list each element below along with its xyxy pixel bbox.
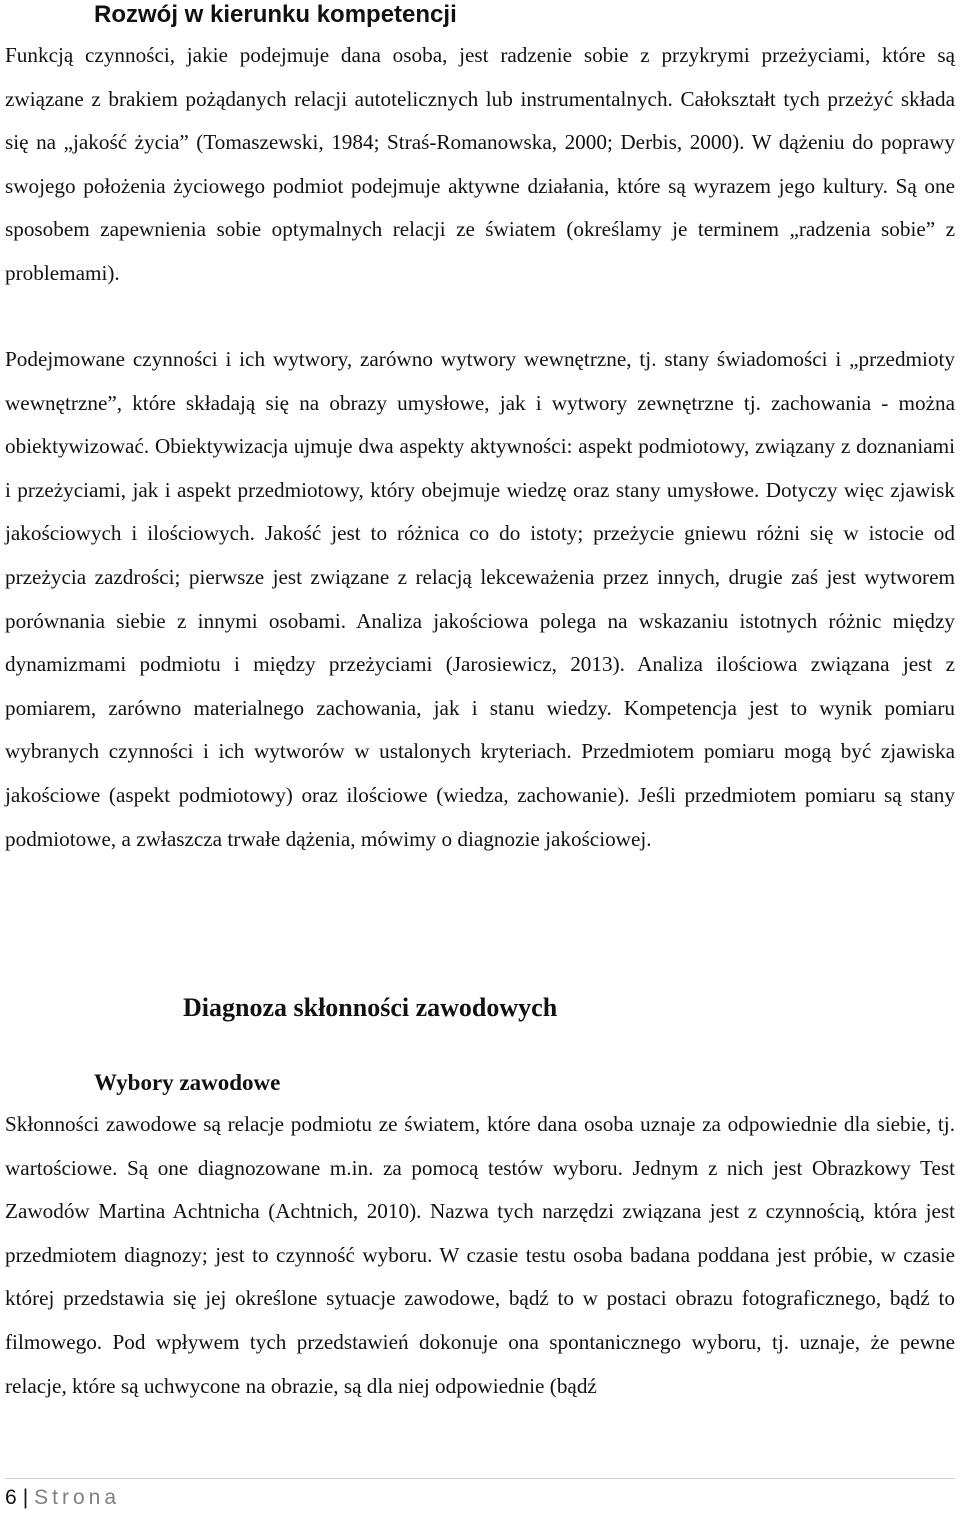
section-heading: Rozwój w kierunku kompetencji [94, 1, 457, 28]
footer-divider [5, 1478, 955, 1479]
page-footer [5, 1484, 120, 1512]
paragraph-1: Funkcją czynności, jakie podejmuje dana osoba, jest radzenie sobie z przykrymi przeżyciami, które są związane z brakiem pożądanych relacji autotelicznych lub instrumentalnych. Całokształt tych przeżyć składa się na „jakość życia” (Tomaszewski, 1984; Straś-Romanowska, 2000; Derbis, 2000). W dążeniu do poprawy swojego położenia życiowego podmiot podejmuje aktywne działania, które są wyrazem jego kultury. Są one sposobem zapewnienia sobie optymalnych relacji ze światem (określamy je terminem „radzenia sobie” z problemami). [5, 43, 955, 285]
chapter-heading: Diagnoza skłonności zawodowych [183, 993, 558, 1022]
subheading: Wybory zawodowe [94, 1070, 281, 1095]
page-number: 6 [5, 1486, 17, 1509]
paragraph-3: Skłonności zawodowe są relacje podmiotu ze światem, które dana osoba uznaje za odpowiednie dla siebie, tj. wartościowe. Są one diagnozowane m.in. za pomocą testów wyboru. Jednym z nich jest Obrazkowy Test Zawodów Martina Achtnicha (Achtnich, 2010). Nazwa tych narzędzi związana jest z czynnością, która jest przedmiotem diagnozy; jest to czynność wyboru. W czasie testu osoba badana poddana jest próbie, w czasie której przedstawia się jej określone sytuacje zawodowe, bądź to w postaci obrazu fotograficznego, bądź to filmowego. Pod wpływem tych przedstawień dokonuje ona spontanicznego wyboru, tj. uznaje, że pewne relacje, które są uchwycone na obrazie, są dla niej odpowiednie (bądź [5, 1112, 955, 1398]
paragraph-2: Podejmowane czynności i ich wytwory, zarówno wytwory wewnętrzne, tj. stany świadomości i „przedmioty wewnętrzne”, które składają się na obrazy umysłowe, jak i wytwory zewnętrzne tj. zachowania - można obiektywizować. Obiektywizacja ujmuje dwa aspekty aktywności: aspekt podmiotowy, związany z doznaniami i przeżyciami, jak i aspekt przedmiotowy, który obejmuje wiedzę oraz stany umysłowe. Dotyczy więc zjawisk jakościowych i ilościowych. Jakość jest to różnica co do istoty; przeżycie gniewu różni się w istocie od przeżycia zazdrości; pierwsze jest związane z relacją lekceważenia przez innych, drugie zaś jest wytworem porównania siebie z innymi osobami. Analiza jakościowa polega na wskazaniu istotnych różnic między dynamizmami podmiotu i między przeżyciami (Jarosiewicz, 2013). Analiza ilościowa związana jest z pomiarem, zarówno materialnego zachowania, jak i stanu wiedzy. Kompetencja jest to wynik pomiaru wybranych czynności i ich wytworów w ustalonych kryteriach. Przedmiotem pomiaru mogą być zjawiska jakościowe (aspekt podmiotowy) oraz ilościowe (wiedza, zachowanie). Jeśli przedmiotem pomiaru są stany podmiotowe, a zwłaszcza trwałe dążenia, mówimy o diagnozie jakościowej. [5, 347, 955, 851]
footer-separator: | [22, 1486, 29, 1509]
page-label: Strona [34, 1486, 121, 1509]
